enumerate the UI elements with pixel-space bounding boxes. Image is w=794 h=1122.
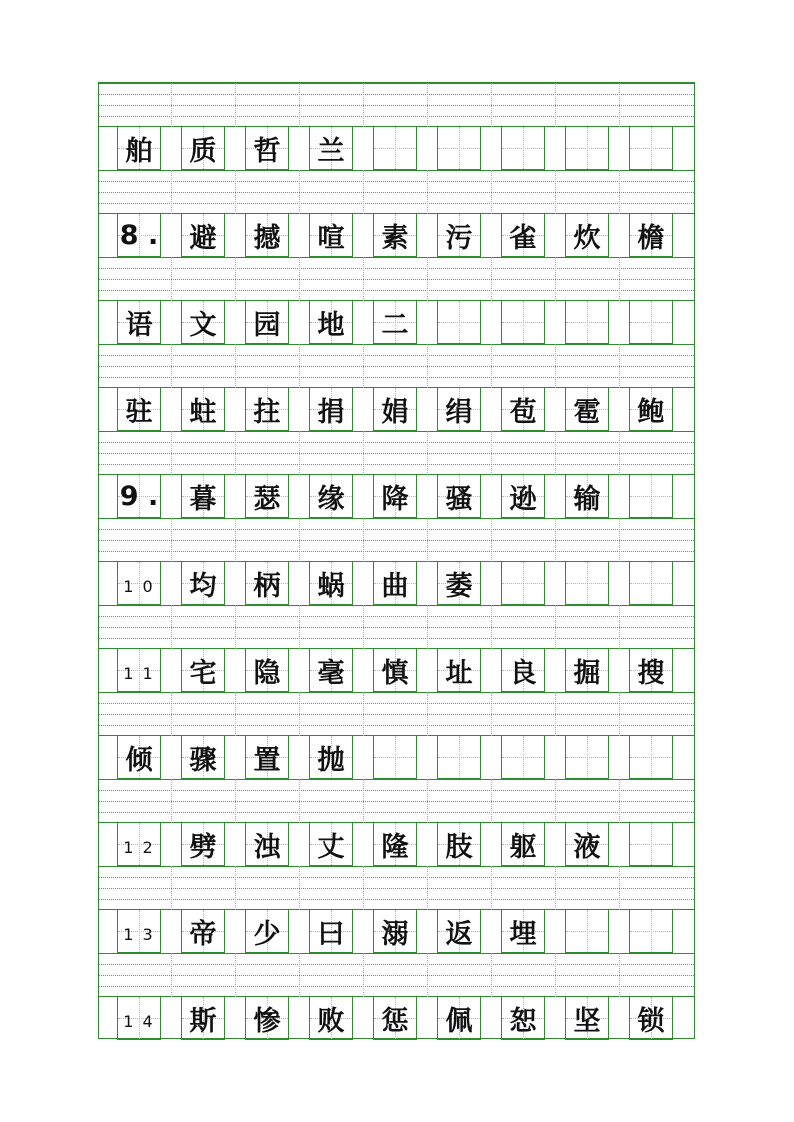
lesson-number-cell bbox=[117, 474, 161, 518]
character-cell bbox=[629, 909, 673, 953]
character-cell bbox=[373, 213, 417, 257]
cell-text: 帝 bbox=[189, 918, 217, 950]
cell-text: 污 bbox=[445, 222, 473, 254]
character-cell bbox=[117, 387, 161, 431]
character-cell bbox=[565, 561, 609, 605]
pinyin-lines bbox=[99, 518, 694, 562]
cell-text: 恕 bbox=[509, 1005, 537, 1037]
character-cell bbox=[309, 387, 353, 431]
cell-text: 撼 bbox=[253, 222, 281, 254]
character-cell bbox=[373, 822, 417, 866]
character-cell bbox=[437, 126, 481, 170]
character-cell bbox=[629, 561, 673, 605]
grid-row bbox=[99, 779, 694, 866]
cell-text: 8 . bbox=[119, 219, 159, 251]
character-cell bbox=[629, 822, 673, 866]
cell-text: 斯 bbox=[189, 1005, 217, 1037]
cell-text: 苞 bbox=[509, 396, 537, 428]
character-cell bbox=[565, 387, 609, 431]
lesson-number-cell bbox=[117, 648, 161, 692]
cell-text: 良 bbox=[509, 657, 537, 689]
cell-text: 1 3 bbox=[123, 925, 155, 944]
cell-text: 拄 bbox=[253, 396, 281, 428]
character-cell bbox=[181, 387, 225, 431]
character-cell bbox=[501, 213, 545, 257]
character-cell bbox=[437, 300, 481, 344]
character-cell bbox=[501, 996, 545, 1040]
lesson-number-cell bbox=[117, 996, 161, 1040]
character-cell bbox=[437, 213, 481, 257]
cell-text: 倾 bbox=[125, 744, 153, 776]
character-cell bbox=[181, 561, 225, 605]
cell-text: 浊 bbox=[253, 831, 281, 863]
character-cell bbox=[245, 996, 289, 1040]
cell-text: 缘 bbox=[317, 483, 345, 515]
character-cell bbox=[245, 648, 289, 692]
character-cell bbox=[629, 648, 673, 692]
grid-row bbox=[99, 431, 694, 518]
character-cell bbox=[501, 126, 545, 170]
pinyin-lines bbox=[99, 866, 694, 910]
cell-text: 抛 bbox=[317, 744, 345, 776]
cell-text: 1 1 bbox=[123, 664, 155, 683]
cell-text: 二 bbox=[381, 309, 409, 341]
character-cell bbox=[629, 996, 673, 1040]
cell-text: 避 bbox=[189, 222, 217, 254]
cell-text: 置 bbox=[253, 744, 281, 776]
character-cell bbox=[245, 126, 289, 170]
character-cell bbox=[373, 909, 417, 953]
character-cell bbox=[629, 735, 673, 779]
grid-row bbox=[99, 866, 694, 953]
cell-text: 文 bbox=[189, 309, 217, 341]
grid-row bbox=[99, 344, 694, 431]
grid-row bbox=[99, 692, 694, 779]
grid-row bbox=[99, 605, 694, 692]
cell-text: 搜 bbox=[637, 657, 665, 689]
cell-text: 雹 bbox=[573, 396, 601, 428]
cell-text: 少 bbox=[253, 918, 281, 950]
grid-row bbox=[99, 518, 694, 605]
character-cell bbox=[565, 126, 609, 170]
character-cell bbox=[245, 300, 289, 344]
character-cell bbox=[373, 387, 417, 431]
cell-text: 檐 bbox=[637, 222, 665, 254]
character-cell bbox=[181, 300, 225, 344]
grid-row bbox=[99, 83, 694, 170]
character-cell bbox=[565, 300, 609, 344]
lesson-number-cell bbox=[117, 213, 161, 257]
character-cell bbox=[565, 996, 609, 1040]
pinyin-lines bbox=[99, 83, 694, 127]
cell-text: 掘 bbox=[573, 657, 601, 689]
character-cell bbox=[309, 126, 353, 170]
cell-text: 埋 bbox=[509, 918, 537, 950]
character-cell bbox=[181, 822, 225, 866]
character-cell bbox=[309, 648, 353, 692]
character-cell bbox=[565, 474, 609, 518]
pinyin-lines bbox=[99, 605, 694, 649]
cell-text: 址 bbox=[445, 657, 473, 689]
character-cell bbox=[437, 909, 481, 953]
character-cell bbox=[245, 735, 289, 779]
character-cell bbox=[629, 126, 673, 170]
character-cell bbox=[117, 300, 161, 344]
cell-text: 语 bbox=[125, 309, 153, 341]
cell-text: 素 bbox=[381, 222, 409, 254]
character-cell bbox=[437, 561, 481, 605]
cell-text: 蛀 bbox=[189, 396, 217, 428]
character-cell bbox=[437, 996, 481, 1040]
character-cell bbox=[629, 213, 673, 257]
character-cell bbox=[245, 909, 289, 953]
character-cell bbox=[117, 126, 161, 170]
cell-text: 驻 bbox=[125, 396, 153, 428]
cell-text: 劈 bbox=[189, 831, 217, 863]
cell-text: 骤 bbox=[189, 744, 217, 776]
cell-text: 败 bbox=[317, 1005, 345, 1037]
pinyin-lines bbox=[99, 257, 694, 301]
cell-text: 9 . bbox=[119, 480, 159, 512]
character-cell bbox=[565, 213, 609, 257]
cell-text: 躯 bbox=[509, 831, 537, 863]
cell-text: 慎 bbox=[381, 657, 409, 689]
cell-text: 毫 bbox=[317, 657, 345, 689]
cell-text: 曲 bbox=[381, 570, 409, 602]
character-cell bbox=[245, 822, 289, 866]
character-cell bbox=[501, 300, 545, 344]
character-cell bbox=[309, 300, 353, 344]
pinyin-lines bbox=[99, 170, 694, 214]
cell-text: 地 bbox=[317, 309, 345, 341]
cell-text: 1 2 bbox=[123, 838, 155, 857]
character-cell bbox=[245, 387, 289, 431]
cell-text: 溺 bbox=[381, 918, 409, 950]
grid-row bbox=[99, 953, 694, 1040]
cell-text: 惨 bbox=[253, 1005, 281, 1037]
character-cell bbox=[309, 909, 353, 953]
cell-text: 逊 bbox=[509, 483, 537, 515]
cell-text: 宅 bbox=[189, 657, 217, 689]
cell-text: 绢 bbox=[445, 396, 473, 428]
character-cell bbox=[181, 909, 225, 953]
character-cell bbox=[245, 474, 289, 518]
character-cell bbox=[181, 648, 225, 692]
character-cell bbox=[181, 996, 225, 1040]
grid-row bbox=[99, 170, 694, 257]
character-cell bbox=[565, 909, 609, 953]
character-cell bbox=[501, 822, 545, 866]
character-cell bbox=[373, 300, 417, 344]
cell-text: 柄 bbox=[253, 570, 281, 602]
character-cell bbox=[117, 735, 161, 779]
cell-text: 输 bbox=[573, 483, 601, 515]
character-cell bbox=[373, 474, 417, 518]
character-cell bbox=[181, 126, 225, 170]
character-cell bbox=[309, 996, 353, 1040]
cell-text: 丈 bbox=[317, 831, 345, 863]
cell-text: 佩 bbox=[445, 1005, 473, 1037]
cell-text: 1 0 bbox=[123, 577, 155, 596]
cell-text: 雀 bbox=[509, 222, 537, 254]
character-cell bbox=[501, 474, 545, 518]
cell-text: 坚 bbox=[573, 1005, 601, 1037]
character-cell bbox=[373, 126, 417, 170]
character-cell bbox=[373, 648, 417, 692]
cell-text: 肢 bbox=[445, 831, 473, 863]
character-cell bbox=[373, 735, 417, 779]
character-cell bbox=[437, 474, 481, 518]
cell-text: 质 bbox=[189, 135, 217, 167]
cell-text: 萎 bbox=[445, 570, 473, 602]
cell-text: 舶 bbox=[125, 135, 153, 167]
character-cell bbox=[309, 822, 353, 866]
character-cell bbox=[309, 735, 353, 779]
character-cell bbox=[629, 300, 673, 344]
character-cell bbox=[245, 213, 289, 257]
character-cell bbox=[565, 648, 609, 692]
character-cell bbox=[181, 213, 225, 257]
character-cell bbox=[501, 648, 545, 692]
character-cell bbox=[437, 387, 481, 431]
cell-text: 瑟 bbox=[253, 483, 281, 515]
lesson-number-cell bbox=[117, 909, 161, 953]
pinyin-lines bbox=[99, 344, 694, 388]
cell-text: 惩 bbox=[381, 1005, 409, 1037]
character-cell bbox=[565, 735, 609, 779]
character-cell bbox=[501, 387, 545, 431]
character-cell bbox=[565, 822, 609, 866]
cell-text: 骚 bbox=[445, 483, 473, 515]
character-cell bbox=[501, 561, 545, 605]
cell-text: 1 4 bbox=[123, 1012, 155, 1031]
character-cell bbox=[245, 561, 289, 605]
character-cell bbox=[437, 822, 481, 866]
character-cell bbox=[373, 996, 417, 1040]
cell-text: 捐 bbox=[317, 396, 345, 428]
character-cell bbox=[437, 648, 481, 692]
character-cell bbox=[309, 561, 353, 605]
character-cell bbox=[501, 735, 545, 779]
cell-text: 蜗 bbox=[317, 570, 345, 602]
character-cell bbox=[181, 735, 225, 779]
cell-text: 娟 bbox=[381, 396, 409, 428]
cell-text: 喧 bbox=[317, 222, 345, 254]
pinyin-lines bbox=[99, 692, 694, 736]
cell-text: 液 bbox=[573, 831, 601, 863]
cell-text: 隐 bbox=[253, 657, 281, 689]
lesson-number-cell bbox=[117, 822, 161, 866]
cell-text: 曰 bbox=[317, 918, 345, 950]
cell-text: 炊 bbox=[573, 222, 601, 254]
cell-text: 哲 bbox=[253, 135, 281, 167]
cell-text: 暮 bbox=[189, 483, 217, 515]
character-cell bbox=[309, 474, 353, 518]
cell-text: 锁 bbox=[637, 1005, 665, 1037]
cell-text: 降 bbox=[381, 483, 409, 515]
character-cell bbox=[181, 474, 225, 518]
cell-text: 园 bbox=[253, 309, 281, 341]
pinyin-lines bbox=[99, 779, 694, 823]
cell-text: 鲍 bbox=[637, 396, 665, 428]
character-cell bbox=[629, 387, 673, 431]
cell-text: 返 bbox=[445, 918, 473, 950]
grid-row bbox=[99, 257, 694, 344]
character-cell bbox=[373, 561, 417, 605]
practice-grid-sheet bbox=[98, 82, 695, 1039]
cell-text: 隆 bbox=[381, 831, 409, 863]
pinyin-lines bbox=[99, 431, 694, 475]
character-cell bbox=[309, 213, 353, 257]
cell-text: 兰 bbox=[317, 135, 345, 167]
pinyin-lines bbox=[99, 953, 694, 997]
cell-text: 均 bbox=[189, 570, 217, 602]
character-cell bbox=[437, 735, 481, 779]
lesson-number-cell bbox=[117, 561, 161, 605]
character-cell bbox=[629, 474, 673, 518]
character-cell bbox=[501, 909, 545, 953]
